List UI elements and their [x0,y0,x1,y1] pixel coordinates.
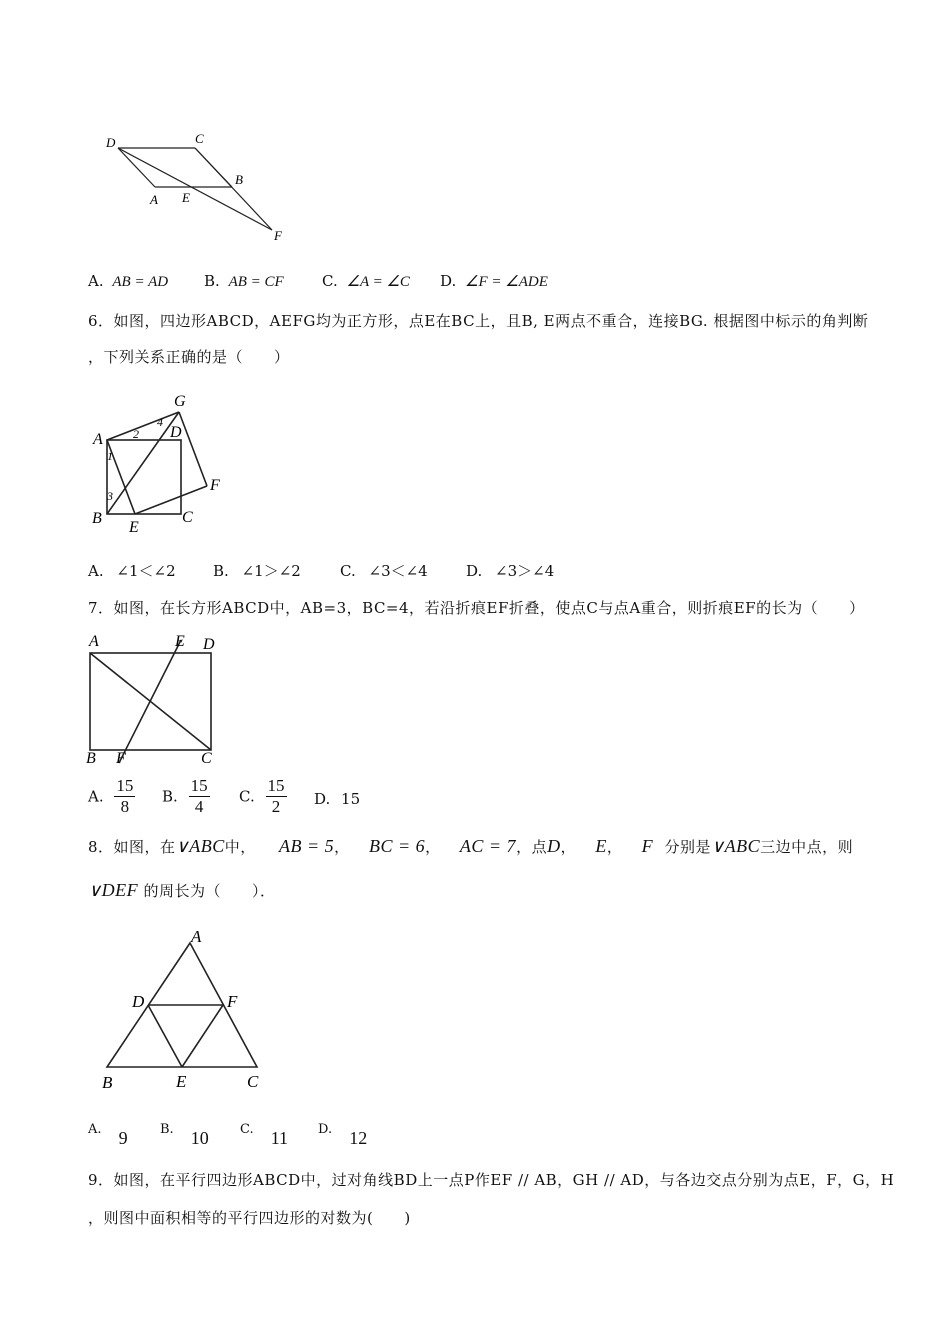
stem-text: ，点 [516,838,548,856]
option-letter: B. [162,787,178,806]
q8-stem-line2 [88,880,275,901]
numerator: 15 [116,776,134,795]
q6-label-G: G [174,393,186,410]
q6-label-F: F [210,477,220,494]
q5-option-c[interactable] [322,272,410,291]
q7-label-B: B [86,750,96,767]
option-text: 15 [341,790,361,808]
q5-option-a[interactable] [88,272,168,291]
fraction [114,776,135,817]
q7-label-D: D [203,636,215,653]
q5-label-E: E [182,190,190,205]
option-letter: B. [204,272,220,290]
q8-figure [95,925,275,1095]
q7-label-C: C [201,750,212,767]
option-letter: D. [466,562,483,580]
q7-label-F: F [116,750,126,767]
option-text: ∠3＜∠4 [368,562,428,580]
q5-label-F: F [274,228,282,243]
denominator: 2 [271,797,281,816]
q7-option-a[interactable] [88,776,135,817]
option-letter: C. [239,787,255,806]
math-ac: AC = 7 [459,836,517,856]
math-f: F [641,836,654,856]
math-triangle-abc: ∨ABC [175,836,225,856]
q8-label-E: E [176,1072,187,1091]
option-text: ∠1＞∠2 [241,562,301,580]
q7-option-b[interactable] [162,776,210,817]
q6-angle-3: 3 [107,489,113,503]
q7-option-d[interactable] [314,790,360,808]
q8-option-a[interactable] [88,1122,128,1148]
q6-label-C: C [182,509,193,526]
fraction [266,776,287,817]
option-text: ∠A = ∠C [346,274,410,290]
numerator: 15 [190,776,208,795]
math-bc: BC = 6 [368,836,426,856]
q6-angle-2: 2 [133,427,139,441]
q6-option-d[interactable] [466,560,554,581]
math-triangle-def: ∨DEF [88,880,139,900]
option-text: 12 [349,1128,368,1148]
q5-label-C: C [195,131,204,146]
q8-label-A: A [191,927,202,946]
q8-option-d[interactable] [318,1122,368,1148]
denominator: 4 [194,797,204,816]
option-letter: A. [88,787,104,806]
q6-label-E: E [129,519,139,536]
q6-label-B: B [92,510,102,527]
q6-option-b[interactable] [213,560,301,581]
numerator: 15 [267,776,285,795]
math-triangle-abc: ∨ABC [710,836,761,856]
option-letter: A. [88,272,104,290]
q5-label-D: D [106,135,116,150]
option-text: ∠3＞∠4 [495,562,555,580]
option-text: AB = CF [228,274,284,290]
math-d: D [547,836,561,856]
q6-angle-4: 4 [157,415,163,429]
q8-label-C: C [247,1072,259,1091]
q7-option-c[interactable] [239,776,287,817]
math-e: E [595,836,607,856]
option-letter: A. [88,1122,102,1137]
q6-figure [85,388,235,538]
option-letter: D. [318,1122,333,1137]
stem-text: 的周长为（ ）． [143,882,276,900]
q9-stem-line1: 9．如图，在平行四边形ABCD中，过对角线BD上一点P作EF // AB，GH // AD，与各边交点分别为点E，F，G，H [88,1171,895,1189]
q8-option-c[interactable] [240,1122,289,1148]
q8-option-b[interactable] [160,1122,209,1148]
q5-figure [100,125,300,245]
option-text: ∠1＜∠2 [116,562,176,580]
q6-label-A: A [93,431,103,448]
option-text: AB = AD [112,274,169,290]
q8-label-B: B [102,1073,113,1092]
q8-stem-line1: 8．如图，在∨ABC中， AB = 5， BC = 6， AC = 7，点D， E， F 分别是∨ABC三边中点，则 [88,836,854,856]
option-letter: B. [160,1122,174,1137]
denominator: 8 [120,797,130,816]
stem-text: 8．如图，在 [88,838,176,856]
option-letter: A. [88,562,104,580]
fraction [189,776,210,817]
option-letter: D. [314,790,331,808]
q5-label-B: B [235,172,243,187]
q6-option-a[interactable] [88,560,176,581]
q7-label-A: A [89,633,99,650]
q7-stem: 7．如图，在长方形ABCD中，AB=3，BC=4，若沿折痕EF折叠，使点C与点A重合，则折痕EF的长为（ ） [88,599,865,617]
q7-label-E: E [175,633,185,650]
math-ab: AB = 5 [279,836,335,856]
option-text: 11 [270,1128,289,1148]
q6-option-c[interactable] [340,560,428,581]
q7-figure [84,630,224,768]
stem-text: 三边中点，则 [760,838,854,856]
option-letter: D. [440,272,457,290]
q6-stem-line2: ，下列关系正确的是（ ） [88,348,290,366]
q6-angle-1: 1 [107,449,113,463]
option-text: ∠F = ∠ADE [465,274,548,290]
option-letter: C. [240,1122,254,1137]
q5-option-b[interactable] [204,272,284,291]
option-text: 10 [190,1128,209,1148]
option-letter: B. [213,562,229,580]
option-letter: C. [340,562,356,580]
q5-label-A: A [150,192,158,207]
q5-option-d[interactable] [440,272,548,291]
option-letter: C. [322,272,338,290]
option-text: 9 [118,1128,128,1148]
stem-text: 分别是 [664,838,711,856]
q8-label-F: F [227,992,238,1011]
q6-label-D: D [170,424,182,441]
stem-text: 中， [224,838,256,856]
q6-stem-line1: 6．如图，四边形ABCD，AEFG均为正方形，点E在BC上，且B, E两点不重合，连接BG. 根据图中标示的角判断 [88,312,869,330]
q8-label-D: D [132,992,145,1011]
q9-stem-line2: ，则图中面积相等的平行四边形的对数为( ) [88,1209,411,1227]
